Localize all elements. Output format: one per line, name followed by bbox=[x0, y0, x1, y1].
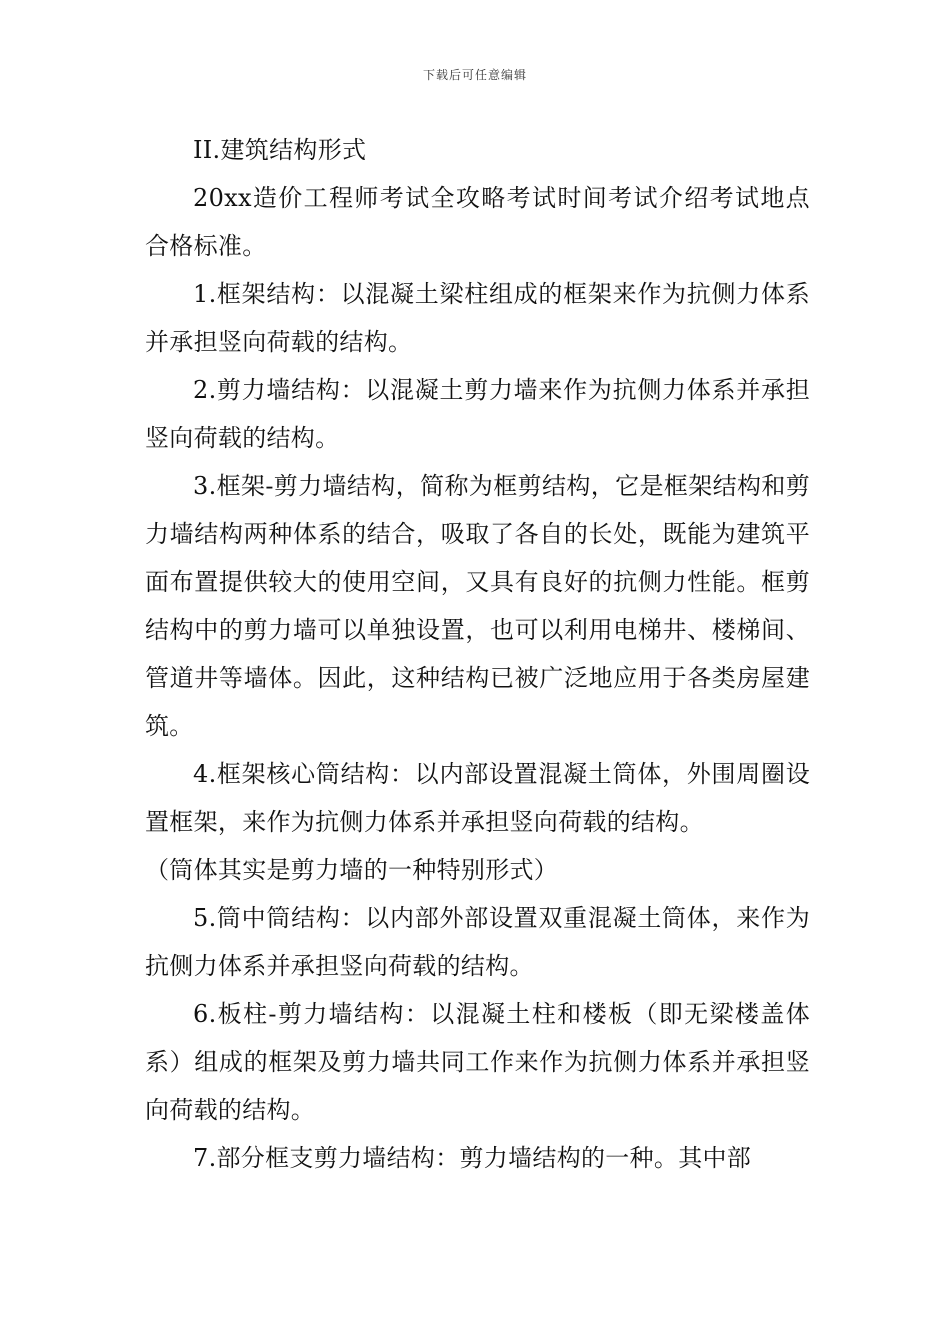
paragraph-frame-core-tube-structure: 4.框架核心筒结构：以内部设置混凝土筒体，外围周圈设置框架，来作为抗侧力体系并承担竖向荷载的结构。 bbox=[145, 760, 810, 836]
paragraph-tube-note: （筒体其实是剪力墙的一种特别形式） bbox=[145, 856, 559, 884]
document-body bbox=[145, 126, 810, 1182]
paragraph-tube-in-tube-structure: 5.筒中筒结构：以内部外部设置双重混凝土筒体，来作为抗侧力体系并承担竖向荷载的结构。 bbox=[145, 904, 810, 980]
paragraph-partial-frame-supported-shear-wall: 7.部分框支剪力墙结构：剪力墙结构的一种。其中部 bbox=[193, 1144, 752, 1172]
paragraph-shear-wall-structure: 2.剪力墙结构：以混凝土剪力墙来作为抗侧力体系并承担竖向荷载的结构。 bbox=[145, 376, 810, 452]
page-header: 下载后可任意编辑 bbox=[422, 68, 527, 82]
paragraph-frame-shear-wall-structure: 3.框架-剪力墙结构，简称为框剪结构，它是框架结构和剪力墙结构两种体系的结合，吸取了各自的长处，既能为建筑平面布置提供较大的使用空间，又具有良好的抗侧力性能。框剪结构中的剪力墙可以单独设置，也可以利用电梯井、楼梯间、管道井等墙体。因此，这种结构已被广泛地应用于各类房屋建筑。 bbox=[145, 472, 810, 740]
paragraph-slab-column-shear-wall-structure: 6.板柱-剪力墙结构：以混凝土柱和楼板（即无梁楼盖体系）组成的框架及剪力墙共同工作来作为抗侧力体系并承担竖向荷载的结构。 bbox=[145, 1000, 810, 1124]
paragraph-frame-structure: 1.框架结构：以混凝土梁柱组成的框架来作为抗侧力体系并承担竖向荷载的结构。 bbox=[145, 280, 810, 356]
section-heading: II.建筑结构形式 bbox=[193, 136, 367, 164]
paragraph-exam-guide: 20xx造价工程师考试全攻略考试时间考试介绍考试地点合格标准。 bbox=[145, 184, 810, 260]
